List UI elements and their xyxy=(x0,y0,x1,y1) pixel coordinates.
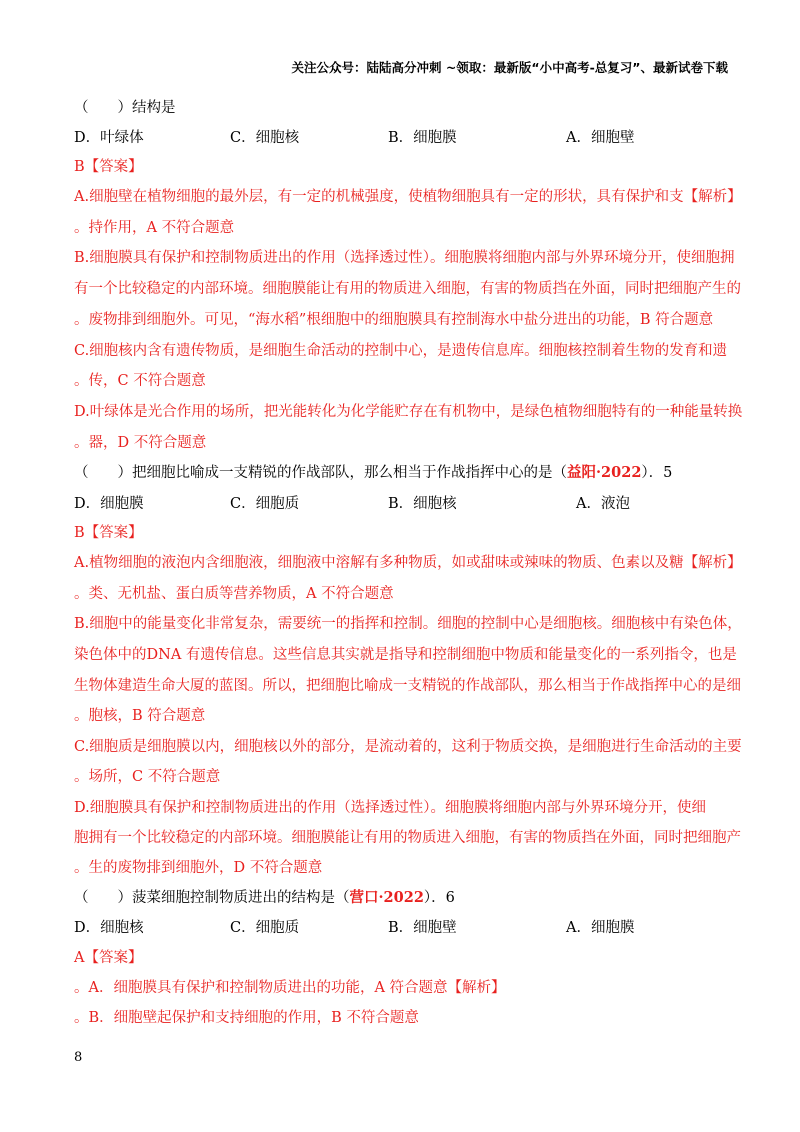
option-d: D．叶绿体 xyxy=(74,130,144,146)
analysis-line: 。场所，C 不符合题意 xyxy=(74,769,221,785)
question-source: 益阳·2022 xyxy=(567,464,642,481)
analysis-line: C.细胞质是细胞膜以内，细胞核以外的部分，是流动着的，这利于物质交换，是细胞进行生命活动的主要 xyxy=(74,739,742,755)
option-d: D．细胞核 xyxy=(74,920,144,936)
option-a: A．细胞膜 xyxy=(566,920,635,936)
analysis-line: 。A．细胞膜具有保护和控制物质进出的功能，A 符合题意【解析】 xyxy=(74,980,506,996)
analysis-line: 。生的废物排到细胞外，D 不符合题意 xyxy=(74,860,323,876)
option-a: A．液泡 xyxy=(576,496,630,512)
analysis-line: 有一个比较稳定的内部环境。细胞膜能让有用的物质进入细胞，有害的物质挡在外面，同时把细胞产生的 xyxy=(74,281,741,297)
analysis-line: 胞拥有一个比较稳定的内部环境。细胞膜能让有用的物质进入细胞，有害的物质挡在外面，同时把细胞产 xyxy=(74,830,741,846)
question-stem-text: （ ）把细胞比喻成一支精锐的作战部队，那么相当于作战指挥中心的是（ xyxy=(74,465,567,481)
analysis-line: 。废物排到细胞外。可见，“海水稻”根细胞中的细胞膜具有控制海水中盐分进出的功能，B 符合题意 xyxy=(74,312,714,328)
option-c: C．细胞质 xyxy=(230,496,300,512)
analysis-line: C.细胞核内含有遗传物质，是细胞生命活动的控制中心，是遗传信息库。细胞核控制着生物的发育和遗 xyxy=(74,343,728,359)
answer-label: B【答案】 xyxy=(74,525,143,541)
page-number: 8 xyxy=(74,1050,83,1065)
analysis-line: 。器，D 不符合题意 xyxy=(74,435,207,451)
question-stem: （ ）结构是 xyxy=(74,100,176,116)
analysis-line: 。传，C 不符合题意 xyxy=(74,373,206,389)
analysis-line: D.叶绿体是光合作用的场所，把光能转化为化学能贮存在有机物中，是绿色植物细胞特有的一种能量转换 xyxy=(74,404,743,420)
question-6-stem xyxy=(74,888,455,908)
question-number: ）．5 xyxy=(641,465,673,481)
question-number: ）．6 xyxy=(423,890,455,906)
option-c: C．细胞质 xyxy=(230,920,300,936)
question-stem-text: （ ）菠菜细胞控制物质进出的结构是（ xyxy=(74,890,350,906)
analysis-line: 。持作用，A 不符合题意 xyxy=(74,220,235,236)
analysis-line: A.细胞壁在植物细胞的最外层，有一定的机械强度，使植物细胞具有一定的形状，具有保护和支【解析】 xyxy=(74,189,742,205)
answer-label: B【答案】 xyxy=(74,159,143,175)
analysis-line: A.植物细胞的液泡内含细胞液，细胞液中溶解有多种物质，如或甜味或辣味的物质、色素以及糖【解析】 xyxy=(74,555,742,571)
option-d: D．细胞膜 xyxy=(74,496,144,512)
option-b: B．细胞膜 xyxy=(388,130,457,146)
option-c: C．细胞核 xyxy=(230,130,300,146)
analysis-line: 。胞核，B 符合题意 xyxy=(74,708,206,724)
option-b: B．细胞壁 xyxy=(388,920,457,936)
question-5-stem xyxy=(74,463,672,483)
option-b: B．细胞核 xyxy=(388,496,457,512)
analysis-line: B.细胞膜具有保护和控制物质进出的作用（选择透过性）。细胞膜将细胞内部与外界环境分开，使细胞拥 xyxy=(74,250,735,266)
option-a: A．细胞壁 xyxy=(566,130,635,146)
analysis-line: D.细胞膜具有保护和控制物质进出的作用（选择透过性）。细胞膜将细胞内部与外界环境分开，使细 xyxy=(74,800,706,816)
analysis-line: 生物体建造生命大厦的蓝图。所以，把细胞比喻成一支精锐的作战部队，那么相当于作战指挥中心的是细 xyxy=(74,678,741,694)
question-source: 营口·2022 xyxy=(349,889,424,906)
analysis-line: 染色体中的DNA 有遗传信息。这些信息其实就是指导和控制细胞中物质和能量变化的一系列指令，也是 xyxy=(74,647,737,663)
page-header: 关注公众号：陆陆高分冲刺 ~领取：最新版“小中高考-总复习”、最新试卷下载 xyxy=(291,60,728,75)
analysis-line: 。类、无机盐、蛋白质等营养物质，A 不符合题意 xyxy=(74,586,394,602)
analysis-line: 。B．细胞壁起保护和支持细胞的作用，B 不符合题意 xyxy=(74,1010,419,1026)
answer-label: A【答案】 xyxy=(74,950,143,966)
analysis-line: B.细胞中的能量变化非常复杂，需要统一的指挥和控制。细胞的控制中心是细胞核。细胞核中有染色体， xyxy=(74,616,742,632)
